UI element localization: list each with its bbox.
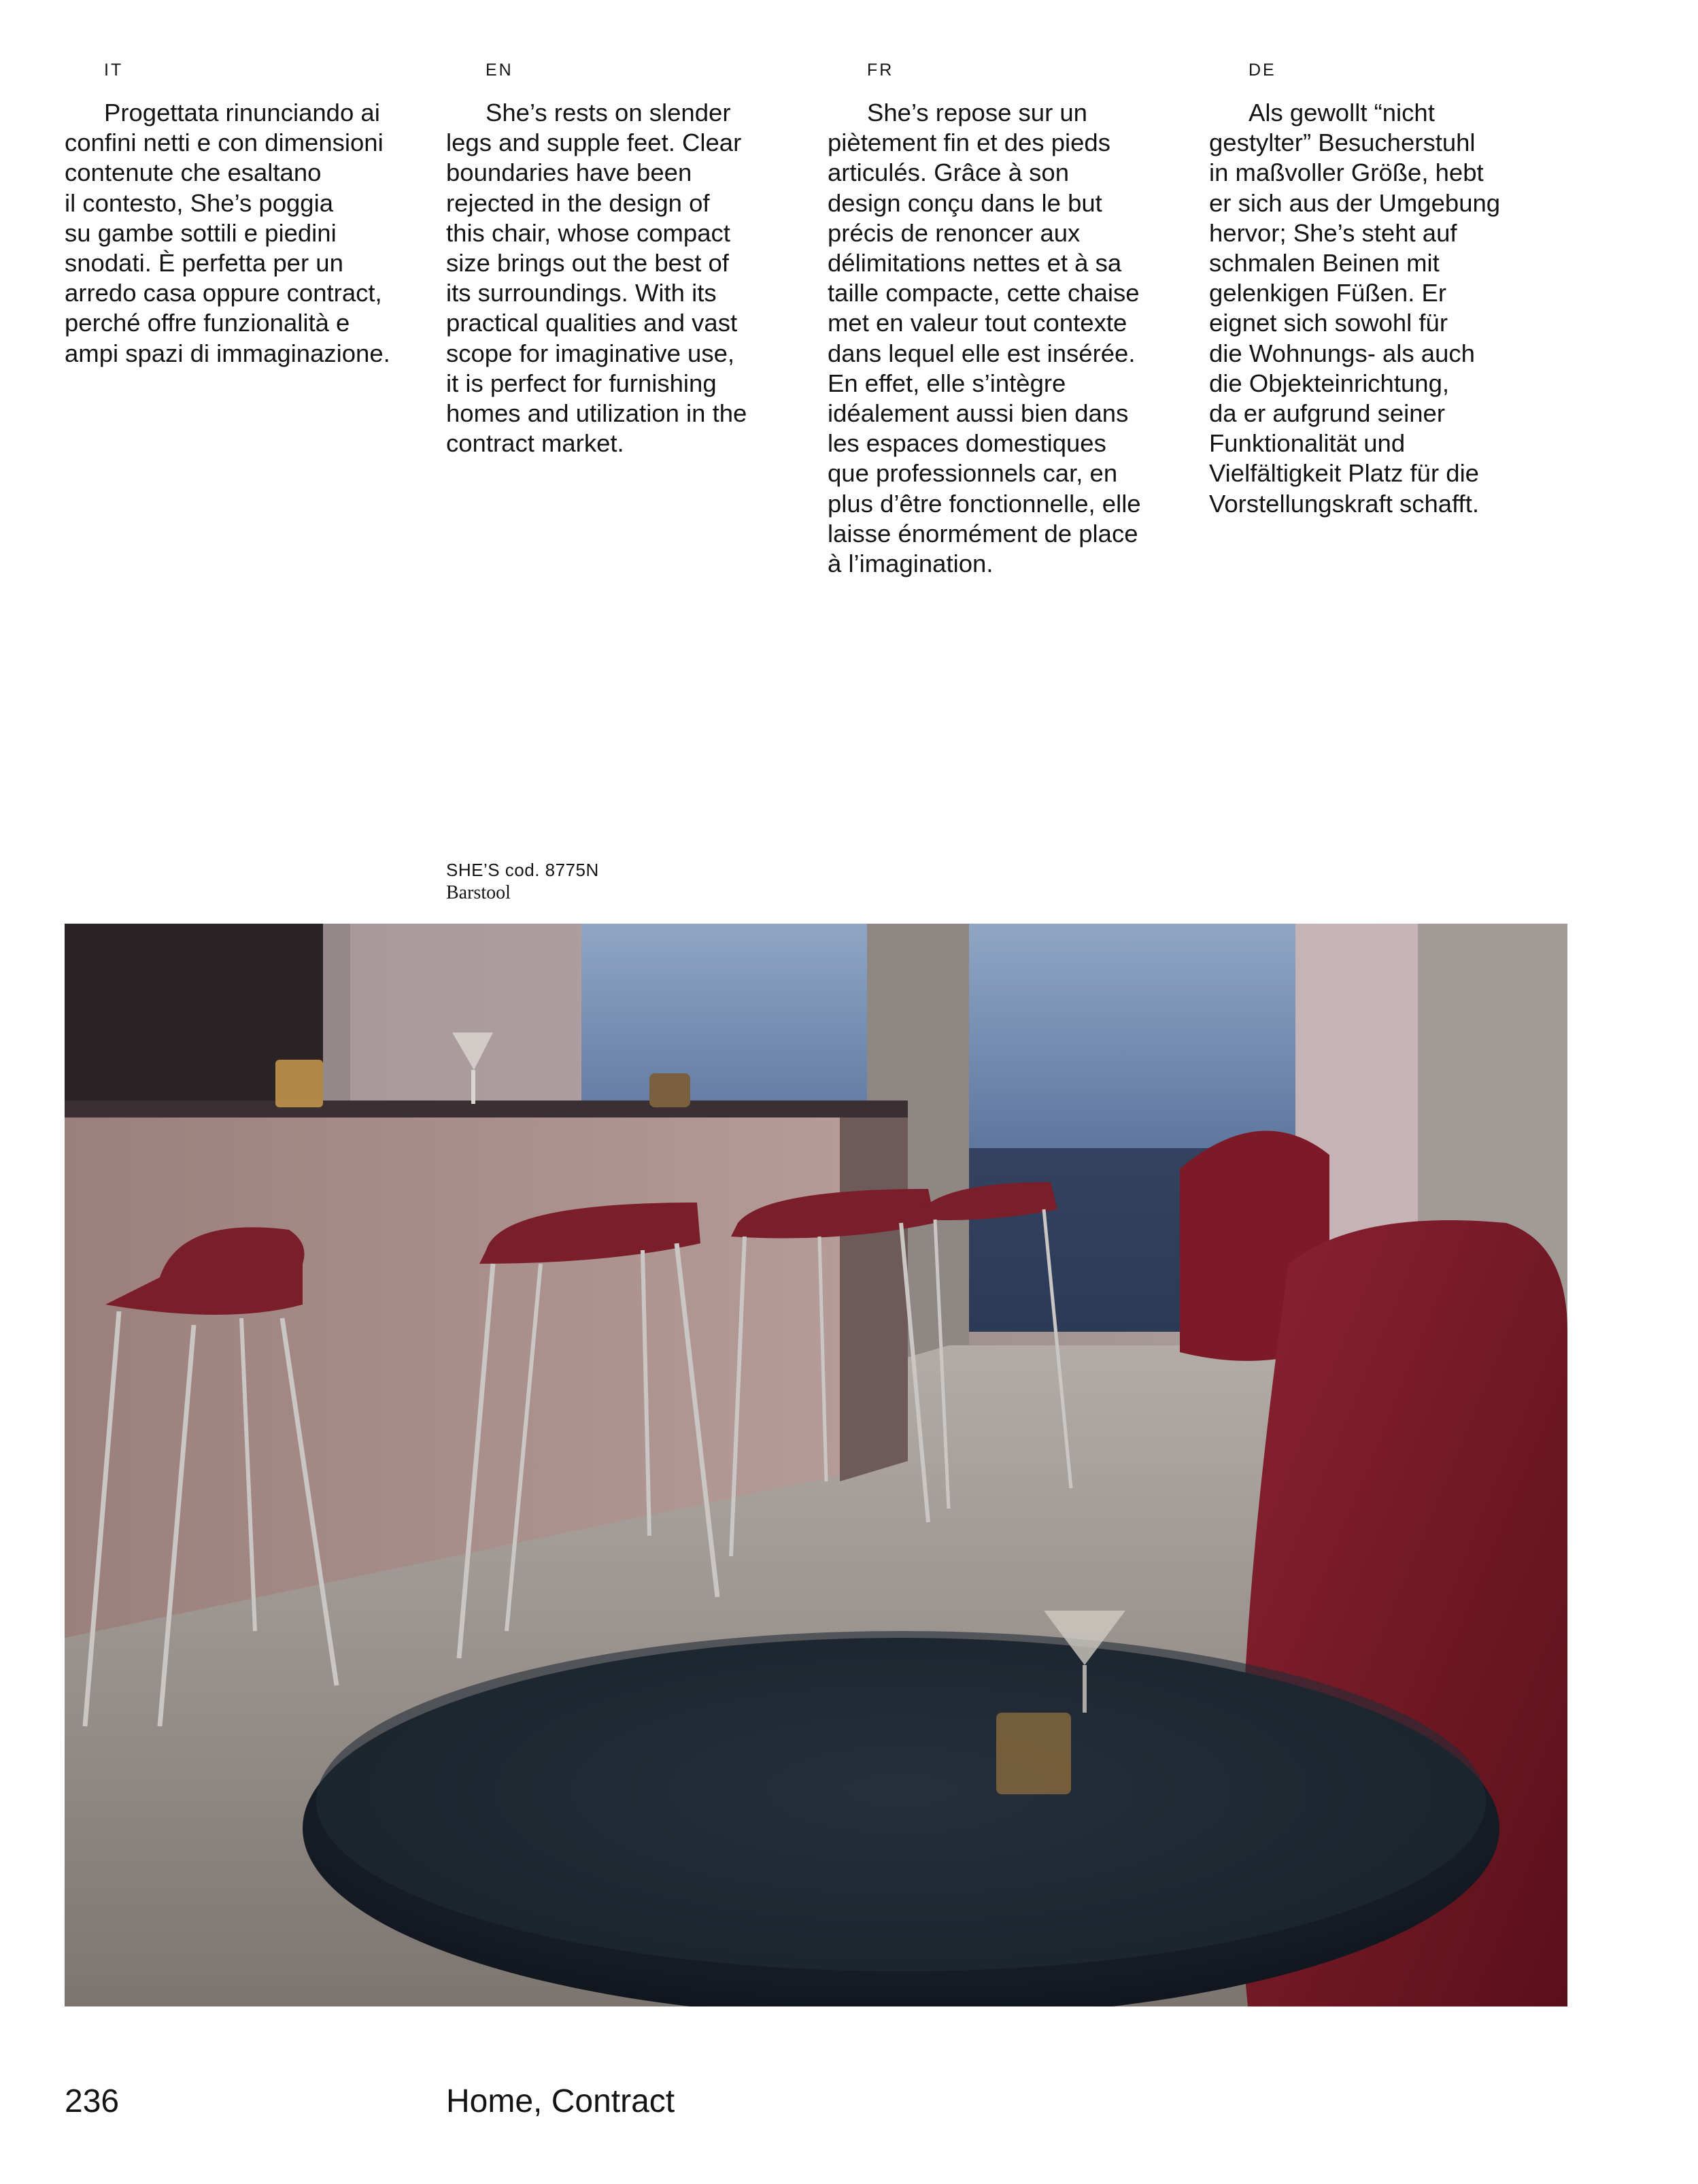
language-label-fr: FR — [867, 61, 894, 80]
column-en — [446, 60, 813, 458]
description-de: Als gewollt “nicht gestylter” Besucherstuhl in maßvoller Größe, hebt er sich aus der Umgebung hervor; She’s steht auf schmalen Beinen mit gelenkigen Füßen. Er eignet sich sowohl für die Wohnungs- als auch die Objekteinrichtung, da er aufgrund seiner Funktionalität und Vielfältigkeit Platz für die Vorstellungskraft schafft. — [1209, 99, 1501, 518]
column-it — [65, 60, 432, 369]
page-number: 236 — [65, 2083, 120, 2119]
language-label-it: IT — [104, 61, 124, 80]
product-code: SHE’S cod. 8775N — [446, 860, 599, 880]
section-title: Home, Contract — [446, 2083, 675, 2119]
product-type: Barstool — [446, 882, 511, 903]
product-caption — [446, 858, 854, 905]
description-fr: She’s repose sur un piètement fin et des pieds articulés. Grâce à son design conçu dans le but précis de renoncer aux délimitations nettes et à sa taille compacte, cette chaise met en valeur tout contexte dans lequel elle est insérée. En effet, elle s’intègre idéalement aussi bien dans les espaces domestiques que professionnels car, en plus d’être fonctionnelle, elle laisse énormément de place à l’imagination. — [828, 99, 1141, 578]
description-en: She’s rests on slender legs and supple feet. Clear boundaries have been rejected in the design of this chair, whose compact size brings out the best of its surroundings. With its practical qualities and vast scope for imaginative use, it is perfect for furnishing homes and utilization in the contract market. — [446, 99, 747, 458]
product-photo — [65, 924, 1567, 2006]
description-it: Progettata rinunciando ai confini netti e con dimensioni contenute che esaltano il contesto, She’s poggia su gambe sottili e piedini snodati. È perfetta per un arredo casa oppure contract, perché offre funzionalità e ampi spazi di immaginazione. — [65, 99, 390, 367]
column-de — [1209, 60, 1576, 519]
language-label-en: EN — [486, 61, 513, 80]
column-fr — [828, 60, 1195, 579]
language-label-de: DE — [1249, 61, 1276, 80]
